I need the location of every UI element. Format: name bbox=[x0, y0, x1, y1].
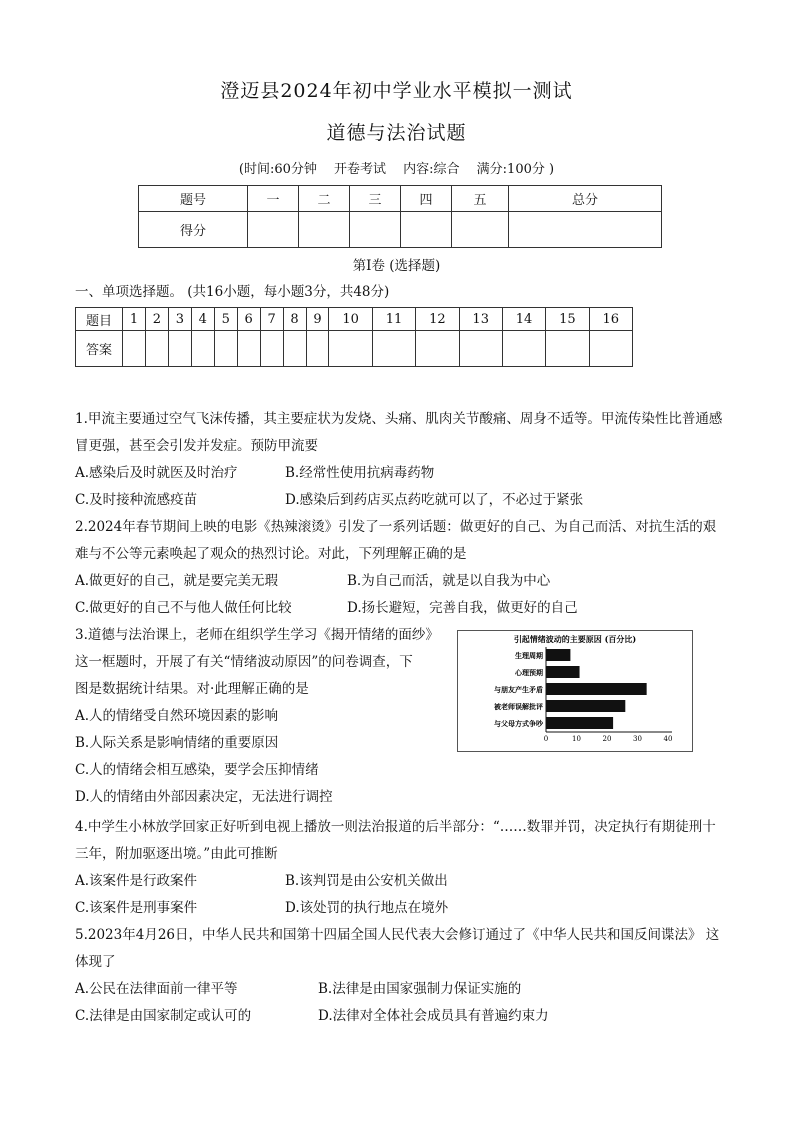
answer-number-cell: 3 bbox=[168, 308, 191, 331]
question-3-stem-line-2: 这一框题时，开展了有关“情绪波动原因”的问卷调查，下 bbox=[75, 654, 413, 670]
q3-option-d[interactable]: D.人的情绪由外部因素决定，无法进行调控 bbox=[75, 789, 333, 805]
q5-option-a[interactable]: A.公民在法律面前一律平等 bbox=[75, 981, 238, 997]
q4-option-c[interactable]: C.该案件是刑事案件 bbox=[75, 900, 198, 916]
chart-category-label: 心理预期 bbox=[515, 668, 543, 677]
answer-number-cell: 16 bbox=[589, 308, 632, 331]
answer-number-cell: 10 bbox=[329, 308, 372, 331]
chart-category-label: 生理周期 bbox=[515, 651, 543, 660]
q5-option-c[interactable]: C.法律是由国家制定或认可的 bbox=[75, 1008, 252, 1024]
q5-option-d[interactable]: D.法律对全体社会成员具有普遍约束力 bbox=[318, 1008, 549, 1024]
score-header-cell: 一 bbox=[248, 186, 299, 212]
q1-option-a[interactable]: A.感染后及时就医及时治疗 bbox=[75, 465, 238, 481]
chart-bar bbox=[546, 700, 625, 712]
answer-number-cell: 6 bbox=[237, 308, 260, 331]
score-header-cell: 题号 bbox=[139, 186, 248, 212]
answer-cell[interactable] bbox=[306, 331, 329, 367]
answer-number-cell: 9 bbox=[306, 308, 329, 331]
part-title: 第Ⅰ卷 (选择题) bbox=[352, 258, 441, 274]
chart-title: 引起情绪波动的主要原因 (百分比) bbox=[513, 634, 637, 644]
q4-option-d[interactable]: D.该处罚的执行地点在境外 bbox=[285, 900, 449, 916]
answer-number-cell: 7 bbox=[260, 308, 283, 331]
question-2-stem: 2.2024年春节期间上映的电影《热辣滚烫》引发了一系列话题：做更好的自己、为自己而活、对抗生活的艰难与不公等元素唤起了观众的热烈讨论。对此，下列理解正确的是 bbox=[75, 519, 717, 562]
answer-cell[interactable] bbox=[168, 331, 191, 367]
question-3-stem-line-3: 图是数据统计结果。对·此理解正确的是 bbox=[75, 681, 309, 697]
q3-option-b[interactable]: B.人际关系是影响情绪的重要原因 bbox=[75, 735, 279, 751]
q1-option-b[interactable]: B.经常性使用抗病毒药物 bbox=[285, 465, 435, 481]
chart-category-label: 被老师误解批评 bbox=[494, 702, 543, 711]
chart-category-label: 与父母方式争吵 bbox=[494, 719, 543, 728]
answer-cell[interactable] bbox=[589, 331, 632, 367]
answer-cell[interactable] bbox=[502, 331, 545, 367]
q2-option-b[interactable]: B.为自己而活，就是以自我为中心 bbox=[347, 573, 551, 589]
q3-option-c[interactable]: C.人的情绪会相互感染，要学会压抑情绪 bbox=[75, 762, 319, 778]
answer-number-cell: 8 bbox=[283, 308, 306, 331]
answer-cell[interactable] bbox=[459, 331, 502, 367]
score-cell[interactable] bbox=[452, 212, 509, 248]
score-cell[interactable] bbox=[509, 212, 662, 248]
question-5-stem: 5.2023年4月26日，中华人民共和国第十四届全国人民代表大会修订通过了《中华人民共和国反间谍法》 这体现了 bbox=[75, 927, 720, 970]
answer-cell[interactable] bbox=[191, 331, 214, 367]
q1-option-c[interactable]: C.及时接种流感疫苗 bbox=[75, 492, 198, 508]
answer-table bbox=[75, 307, 633, 367]
exam-subtitle: 道德与法治试题 bbox=[326, 122, 467, 144]
answer-cell[interactable] bbox=[214, 331, 237, 367]
score-row-label: 得分 bbox=[139, 212, 248, 248]
answer-header-label: 题目 bbox=[76, 308, 123, 331]
chart-tick-label: 0 bbox=[543, 735, 549, 743]
question-3-stem-line-1: 3.道德与法治课上，老师在组织学生学习《揭开情绪的面纱》 bbox=[75, 627, 439, 643]
answer-number-cell: 15 bbox=[546, 308, 589, 331]
score-header-cell: 五 bbox=[452, 186, 509, 212]
chart-tick-label: 10 bbox=[572, 735, 581, 743]
q2-option-a[interactable]: A.做更好的自己，就是要完美无瑕 bbox=[75, 573, 279, 589]
emotion-chart bbox=[457, 630, 693, 752]
answer-cell[interactable] bbox=[260, 331, 283, 367]
answer-number-cell: 13 bbox=[459, 308, 502, 331]
answer-cell[interactable] bbox=[416, 331, 459, 367]
answer-cell[interactable] bbox=[329, 331, 372, 367]
answer-number-cell: 4 bbox=[191, 308, 214, 331]
score-cell[interactable] bbox=[350, 212, 401, 248]
question-1-stem: 1.甲流主要通过空气飞沫传播，其主要症状为发烧、头痛、肌肉关节酸痛、周身不适等。甲流传染性比普通感冒更强，甚至会引发并发症。预防甲流要 bbox=[75, 411, 723, 454]
q4-option-b[interactable]: B.该判罚是由公安机关做出 bbox=[285, 873, 448, 889]
q4-option-a[interactable]: A.该案件是行政案件 bbox=[75, 873, 198, 889]
score-cell[interactable] bbox=[299, 212, 350, 248]
chart-bar bbox=[546, 717, 613, 729]
score-header-cell: 四 bbox=[401, 186, 452, 212]
q3-option-a[interactable]: A.人的情绪受自然环境因素的影响 bbox=[75, 708, 279, 724]
answer-cell[interactable] bbox=[546, 331, 589, 367]
score-header-cell: 总分 bbox=[509, 186, 662, 212]
answer-number-cell: 1 bbox=[123, 308, 146, 331]
chart-tick-label: 20 bbox=[602, 735, 612, 743]
answer-number-cell: 12 bbox=[416, 308, 459, 331]
answer-cell[interactable] bbox=[237, 331, 260, 367]
q2-option-d[interactable]: D.扬长避短，完善自我，做更好的自己 bbox=[347, 600, 578, 616]
q2-option-c[interactable]: C.做更好的自己不与他人做任何比较 bbox=[75, 600, 292, 616]
answer-number-cell: 11 bbox=[372, 308, 415, 331]
answer-number-cell: 5 bbox=[214, 308, 237, 331]
chart-bar bbox=[546, 666, 580, 678]
q5-option-b[interactable]: B.法律是由国家强制力保证实施的 bbox=[318, 981, 522, 997]
emotion-bar-chart bbox=[458, 631, 692, 751]
answer-cell[interactable] bbox=[283, 331, 306, 367]
score-cell[interactable] bbox=[401, 212, 452, 248]
chart-tick-label: 40 bbox=[663, 735, 673, 743]
answer-row-label: 答案 bbox=[76, 331, 123, 367]
chart-tick-label: 30 bbox=[633, 735, 642, 743]
section-heading: 一、单项选择题。 (共16小题，每小题3分，共48分) bbox=[75, 284, 390, 300]
answer-number-cell: 2 bbox=[145, 308, 168, 331]
score-header-cell: 三 bbox=[350, 186, 401, 212]
answer-cell[interactable] bbox=[145, 331, 168, 367]
q1-option-d[interactable]: D.感染后到药店买点药吃就可以了，不必过于紧张 bbox=[285, 492, 584, 508]
answer-cell[interactable] bbox=[123, 331, 146, 367]
score-header-cell: 二 bbox=[299, 186, 350, 212]
exam-meta: (时间:60分钟 开卷考试 内容:综合 满分:100分 ) bbox=[238, 162, 555, 177]
question-4-stem: 4.中学生小林放学回家正好听到电视上播放一则法治报道的后半部分：“……数罪并罚，决定执行有期徒刑十三年，附加驱逐出境。”由此可推断 bbox=[75, 819, 716, 862]
answer-cell[interactable] bbox=[372, 331, 415, 367]
chart-category-label: 与朋友产生矛盾 bbox=[494, 685, 543, 694]
score-table bbox=[138, 185, 662, 248]
answer-number-cell: 14 bbox=[502, 308, 545, 331]
score-cell[interactable] bbox=[248, 212, 299, 248]
chart-bar bbox=[546, 683, 647, 695]
exam-title: 澄迈县2024年初中学业水平模拟一测试 bbox=[220, 80, 573, 102]
chart-bar bbox=[546, 649, 570, 661]
